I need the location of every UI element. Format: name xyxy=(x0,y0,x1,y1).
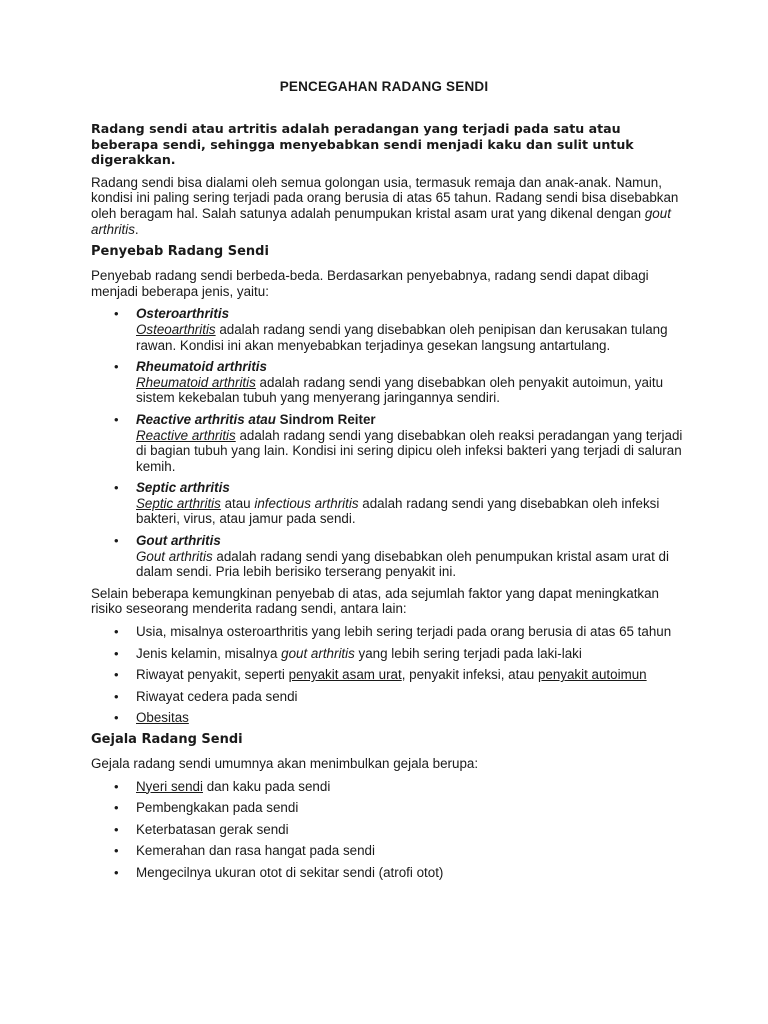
cause-term: Septic arthritis xyxy=(136,480,230,496)
risk-text: , penyakit infeksi, atau xyxy=(401,667,538,683)
risk-intro: Selain beberapa kemungkinan penyebab di atas, ada sejumlah faktor yang dapat meningkatkan risiko seseorang menderita radang sendi, antara lain: xyxy=(91,585,660,617)
cause-link[interactable]: Osteoarthritis xyxy=(136,321,216,337)
causes-list xyxy=(91,306,691,580)
intro-bold-paragraph: Radang sendi atau artritis adalah peradangan yang terjadi pada satu atau beberapa sendi, sehingga menyebabkan sendi menjadi kaku dan sulit untuk digerakkan. xyxy=(91,121,634,168)
risk-list xyxy=(91,624,691,726)
symptoms-heading: Gejala Radang Sendi xyxy=(91,732,243,747)
list-item xyxy=(136,306,691,353)
risk-text: Jenis kelamin, misalnya xyxy=(136,645,282,661)
cause-description: adalah radang sendi yang disebabkan oleh penumpukan kristal asam urat di dalam sendi. Pria lebih berisiko terserang penyakit ini. xyxy=(136,548,669,580)
cause-term: Rheumatoid arthritis xyxy=(136,359,267,375)
risk-text: yang lebih sering terjadi pada laki-laki xyxy=(354,645,582,661)
cause-term-tail: Sindrom Reiter xyxy=(275,411,376,427)
risk-link[interactable]: penyakit asam urat xyxy=(288,667,402,683)
intro-period: . xyxy=(134,221,139,237)
symptoms-list xyxy=(91,779,691,881)
list-item xyxy=(136,359,691,406)
risk-link[interactable]: Obesitas xyxy=(136,710,189,726)
cause-link[interactable]: Septic arthritis xyxy=(136,495,221,511)
list-item xyxy=(136,412,691,474)
cause-italic-term: Gout arthritis xyxy=(136,548,213,564)
list-item xyxy=(136,646,691,662)
cause-description: adalah radang sendi yang disebabkan oleh infeksi bakteri, virus, atau jamur pada sendi. xyxy=(136,495,660,527)
symptom-link[interactable]: Nyeri sendi xyxy=(136,778,203,794)
list-item: • Usia, misalnya osteroarthritis yang lebih sering terjadi pada orang berusia di atas 65 tahun xyxy=(136,624,691,640)
cause-link[interactable]: Rheumatoid arthritis xyxy=(136,374,256,390)
symptoms-intro: Gejala radang sendi umumnya akan menimbulkan gejala berupa: xyxy=(91,756,479,771)
list-item: • Kemerahan dan rasa hangat pada sendi xyxy=(136,843,691,859)
list-item xyxy=(136,779,691,795)
risk-text: Riwayat penyakit, seperti xyxy=(136,667,289,683)
list-item xyxy=(136,533,691,580)
document-title: PENCEGAHAN RADANG SENDI xyxy=(279,79,489,94)
cause-description: adalah radang sendi yang disebabkan oleh penipisan dan kerusakan tulang rawan. Kondisi ini akan menyebabkan terjadinya gesekan langsung antartulang. xyxy=(136,321,668,353)
risk-italic-term: gout arthritis xyxy=(281,645,355,661)
cause-term: Osteroarthritis xyxy=(136,306,230,322)
cause-term: Reactive arthritis atau xyxy=(136,411,276,427)
document-body xyxy=(91,121,691,887)
list-item: • Pembengkakan pada sendi xyxy=(136,800,691,816)
cause-description: adalah radang sendi yang disebabkan oleh penyakit autoimun, yaitu sistem kekebalan tubuh yang menyerang jaringannya sendiri. xyxy=(136,374,664,406)
list-item: • Mengecilnya ukuran otot di sekitar sendi (atrofi otot) xyxy=(136,865,691,881)
intro-paragraph xyxy=(91,175,691,237)
intro-text: Radang sendi bisa dialami oleh semua golongan usia, termasuk remaja dan anak-anak. Namun, kondisi ini paling sering terjadi pada orang berusia di atas 65 tahun. Radang sendi bisa disebabkan oleh beragam hal. Salah satunya adalah penumpukan kristal asam urat yang dikenal dengan xyxy=(91,174,679,221)
cause-connector: atau xyxy=(220,495,255,511)
list-item xyxy=(136,710,691,726)
cause-term: Gout arthritis xyxy=(136,533,221,549)
causes-heading: Penyebab Radang Sendi xyxy=(91,244,269,260)
intro-italic-term: gout arthritis xyxy=(91,205,671,237)
list-item: • Riwayat cedera pada sendi xyxy=(136,689,691,705)
symptom-text: dan kaku pada sendi xyxy=(202,778,331,794)
causes-intro: Penyebab radang sendi berbeda-beda. Berdasarkan penyebabnya, radang sendi dapat dibagi menjadi beberapa jenis, yaitu: xyxy=(91,268,649,299)
cause-description: adalah radang sendi yang disebabkan oleh reaksi peradangan yang terjadi di bagian tubuh yang lain. Kondisi ini sering dipicu oleh infeksi bakteri yang terjadi di saluran kemih. xyxy=(136,427,683,474)
cause-italic-term: infectious arthritis xyxy=(254,495,359,511)
list-item xyxy=(136,667,691,683)
cause-link[interactable]: Reactive arthritis xyxy=(136,427,236,443)
list-item xyxy=(136,480,691,527)
list-item: • Keterbatasan gerak sendi xyxy=(136,822,691,838)
risk-link[interactable]: penyakit autoimun xyxy=(537,667,647,683)
